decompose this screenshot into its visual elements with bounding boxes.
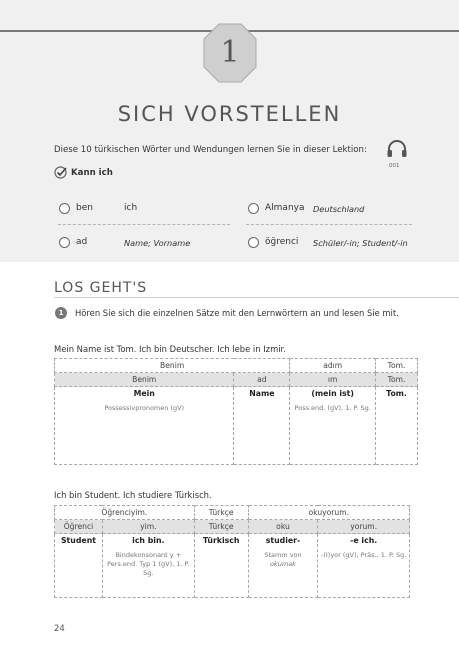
word-gloss: Mein	[133, 389, 155, 398]
table-row	[55, 359, 418, 373]
audio-track-number: 001	[389, 163, 400, 169]
table-row	[55, 520, 410, 534]
table-cell: Öğrenci	[55, 520, 103, 534]
table-cell: Benim	[55, 359, 290, 373]
table-cell	[55, 534, 103, 598]
vocab-turkish: öğrenci	[265, 237, 299, 247]
chapter-number: 1	[220, 35, 240, 70]
task-instruction: Hören Sie sich die einzelnen Sätze mit den Lernwörtern an und lesen Sie mit.	[75, 308, 399, 318]
stem-label: Stamm von	[264, 551, 302, 559]
table-cell: Türkçe	[194, 506, 248, 520]
table-cell: Türkçe	[194, 520, 248, 534]
vocab-german: ich	[124, 203, 138, 213]
word-gloss: -e ich.	[350, 536, 378, 545]
table-cell: Benim	[55, 373, 234, 387]
kann-ich-label: Kann ich	[71, 168, 113, 178]
section-rule	[54, 297, 459, 298]
intro-text: Diese 10 türkischen Wörter und Wendungen lernen Sie in dieser Lektion:	[54, 145, 367, 155]
grammar-note: Poss.end. (gV), 1. P. Sg.	[294, 404, 371, 412]
table-row	[55, 534, 410, 598]
page-number: 24	[54, 624, 65, 634]
grammar-note: Bindekonsonant y + Pers.end. Typ 1 (gV), 1. P. Sg.	[107, 551, 190, 577]
vocab-turkish: Almanya	[265, 203, 305, 213]
vocab-divider	[246, 224, 412, 225]
table-cell: okuyorum.	[248, 506, 409, 520]
grammar-note: -(I)yor (gV), Präs., 1. P. Sg.	[321, 551, 407, 559]
vocab-checkbox[interactable]	[248, 203, 259, 214]
table-cell: yorum.	[318, 520, 410, 534]
checkmark-circle-icon	[54, 166, 67, 179]
word-gloss: Tom.	[386, 389, 407, 398]
table-cell: adım	[290, 359, 376, 373]
page-title: SICH VORSTELLEN	[117, 102, 342, 126]
table-cell	[102, 534, 194, 598]
word-gloss: ich bin.	[132, 536, 165, 545]
word-gloss: Student	[60, 536, 96, 545]
chapter-badge	[203, 23, 257, 83]
word-gloss: studier-	[265, 536, 301, 545]
table-cell: Tom.	[376, 373, 418, 387]
vocab-divider	[58, 224, 230, 225]
breakdown-table-1	[54, 358, 418, 465]
table-cell	[290, 387, 376, 465]
table-cell: ım	[290, 373, 376, 387]
vocab-german: Schüler/-in; Student/-in	[313, 238, 408, 248]
table-cell: oku	[248, 520, 318, 534]
vocab-checkbox[interactable]	[59, 203, 70, 214]
breakdown-table-2	[54, 505, 410, 598]
grammar-note: Possessivpronomen (gV)	[104, 404, 185, 412]
table-cell: ad	[234, 373, 290, 387]
vocab-turkish: ben	[76, 203, 93, 213]
table-cell	[234, 387, 290, 465]
stem-word: okumak	[270, 560, 296, 568]
table-row	[55, 387, 418, 465]
table-cell: Öğrenciyim.	[55, 506, 195, 520]
vocab-german: Deutschland	[313, 204, 365, 214]
sentence-1: Mein Name ist Tom. Ich bin Deutscher. Ich lebe in Izmir.	[54, 344, 286, 354]
vocab-german: Name; Vorname	[124, 238, 191, 248]
table-cell	[55, 387, 234, 465]
vocab-turkish: ad	[76, 237, 88, 247]
table-row	[55, 506, 410, 520]
table-cell	[376, 387, 418, 465]
table-cell	[248, 534, 318, 598]
word-gloss: Türkisch	[202, 536, 240, 545]
grammar-note	[251, 551, 316, 569]
word-gloss: Name	[249, 389, 275, 398]
headphones-icon[interactable]	[386, 139, 408, 159]
table-cell: Tom.	[376, 359, 418, 373]
task-number-badge: 1	[55, 307, 67, 319]
table-row	[55, 373, 418, 387]
table-cell	[318, 534, 410, 598]
vocab-checkbox[interactable]	[248, 237, 259, 248]
vocab-checkbox[interactable]	[59, 237, 70, 248]
sentence-2: Ich bin Student. Ich studiere Türkisch.	[54, 490, 212, 500]
table-cell: yim.	[102, 520, 194, 534]
section-title: LOS GEHT'S	[54, 280, 148, 296]
word-gloss: (mein ist)	[311, 389, 354, 398]
table-cell	[194, 534, 248, 598]
